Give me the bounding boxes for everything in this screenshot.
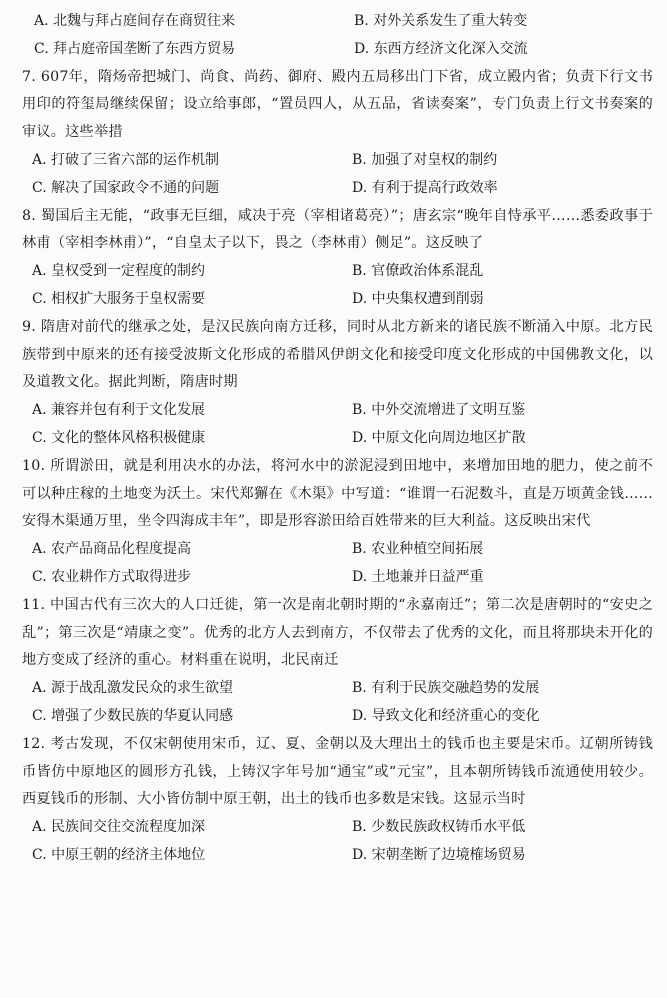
option-a: A. 民族间交往交流程度加深 <box>32 819 206 836</box>
option-b: B. 对外关系发生了重大转变 <box>354 13 528 29</box>
option-a: A. 北魏与拜占庭间存在商贸往来 <box>34 13 236 29</box>
question-6-continued <box>22 8 653 64</box>
option-a: A. 打破了三省六部的运作机制 <box>32 151 220 168</box>
option-d: D. 东西方经济文化深入交流 <box>354 40 528 57</box>
option-b: B. 有利于民族交融趋势的发展 <box>352 680 540 697</box>
option-c: C. 中原王朝的经济主体地位 <box>32 846 206 863</box>
option-b: B. 官僚政治体系混乱 <box>352 263 484 280</box>
option-a: A. 兼容并包有利于文化发展 <box>32 402 206 419</box>
option-d: D. 导致文化和经济重心的变化 <box>352 707 540 724</box>
option-a: A. 农产品商品化程度提高 <box>32 541 192 558</box>
question-stem: 7. 607年，隋炀帝把城门、尚食、尚药、御府、殿内五局移出门下省，成立殿内省；负责下行文书用印的符玺局继续保留；设立给事郎，“置员四人，从五品，省读奏案”，专门负责上行文书奏案的审议。这些举措 <box>22 68 653 141</box>
question-9 <box>22 314 653 453</box>
question-7 <box>22 64 653 203</box>
option-c: C. 解决了国家政令不通的问题 <box>32 179 220 196</box>
option-c: C. 相权扩大服务于皇权需要 <box>32 290 206 307</box>
question-11 <box>22 592 653 731</box>
question-12 <box>22 731 653 870</box>
option-a: A. 皇权受到一定程度的制约 <box>32 263 206 280</box>
question-stem: 11. 中国古代有三次大的人口迁徙，第一次是南北朝时期的“永嘉南迁”；第二次是唐朝时的“安史之乱”；第三次是“靖康之变”。优秀的北方人去到南方，不仅带去了优秀的文化，而且将那块未开化的地方变成了经济的重心。材料重在说明，北民南迁 <box>22 596 653 669</box>
option-c: C. 文化的整体风格积极健康 <box>32 429 206 446</box>
option-d: D. 有利于提高行政效率 <box>352 179 498 196</box>
option-d: D. 中央集权遭到削弱 <box>352 290 484 307</box>
option-grid <box>22 8 653 64</box>
option-grid <box>22 536 653 592</box>
question-stem: 9. 隋唐对前代的继承之处，是汉民族向南方迁移，同时从北方新来的诸民族不断涌入中原。北方民族带到中原来的还有接受波斯文化形成的希腊风伊朗文化和接受印度文化形成的中国佛教文化，以及道教文化。据此判断，隋唐时期 <box>22 318 653 391</box>
question-10 <box>22 453 653 592</box>
option-b: B. 加强了对皇权的制约 <box>352 151 498 168</box>
option-grid <box>22 814 653 870</box>
question-stem: 12. 考古发现，不仅宋朝使用宋币，辽、夏、金朝以及大理出土的钱币也主要是宋币。辽朝所铸钱币皆仿中原地区的圆形方孔钱，上铸汉字年号加“通宝”或“元宝”，且本朝所铸钱币流通使用较少。西夏钱币的形制、大小皆仿制中原王朝，出土的钱币也多数是宋钱。这显示当时 <box>22 735 653 808</box>
option-d: D. 土地兼并日益严重 <box>352 568 484 585</box>
question-stem: 8. 蜀国后主无能，“政事无巨细，咸决于亮（宰相诸葛亮）”；唐玄宗“晚年自恃承平……悉委政事于林甫（宰相李林甫）”，“自皇太子以下，畏之（李林甫）侧足”。这反映了 <box>22 207 653 252</box>
option-b: B. 中外交流增进了文明互鉴 <box>352 402 526 419</box>
option-b: B. 少数民族政权铸币水平低 <box>352 819 526 836</box>
option-grid <box>22 258 653 314</box>
option-c: C. 拜占庭帝国垄断了东西方贸易 <box>34 40 236 57</box>
option-a: A. 源于战乱激发民众的求生欲望 <box>32 680 234 697</box>
option-d: D. 宋朝垄断了边境榷场贸易 <box>352 846 526 863</box>
option-grid <box>22 675 653 731</box>
question-8 <box>22 203 653 314</box>
option-grid <box>22 147 653 203</box>
option-b: B. 农业种植空间拓展 <box>352 541 484 558</box>
option-c: C. 增强了少数民族的华夏认同感 <box>32 707 234 724</box>
option-grid <box>22 397 653 453</box>
question-stem: 10. 所谓淤田，就是利用决水的办法，将河水中的淤泥浸到田地中，来增加田地的肥力，使之前不可以种庄稼的土地变为沃土。宋代郑獬在《木渠》中写道：“谁谓一石泥数斗，直是万顷黄金钱……安得木渠通万里，坐令四海成丰年”，即是形容淤田给百姓带来的巨大利益。这反映出宋代 <box>22 457 653 530</box>
option-d: D. 中原文化向周边地区扩散 <box>352 429 526 446</box>
option-c: C. 农业耕作方式取得进步 <box>32 568 192 585</box>
